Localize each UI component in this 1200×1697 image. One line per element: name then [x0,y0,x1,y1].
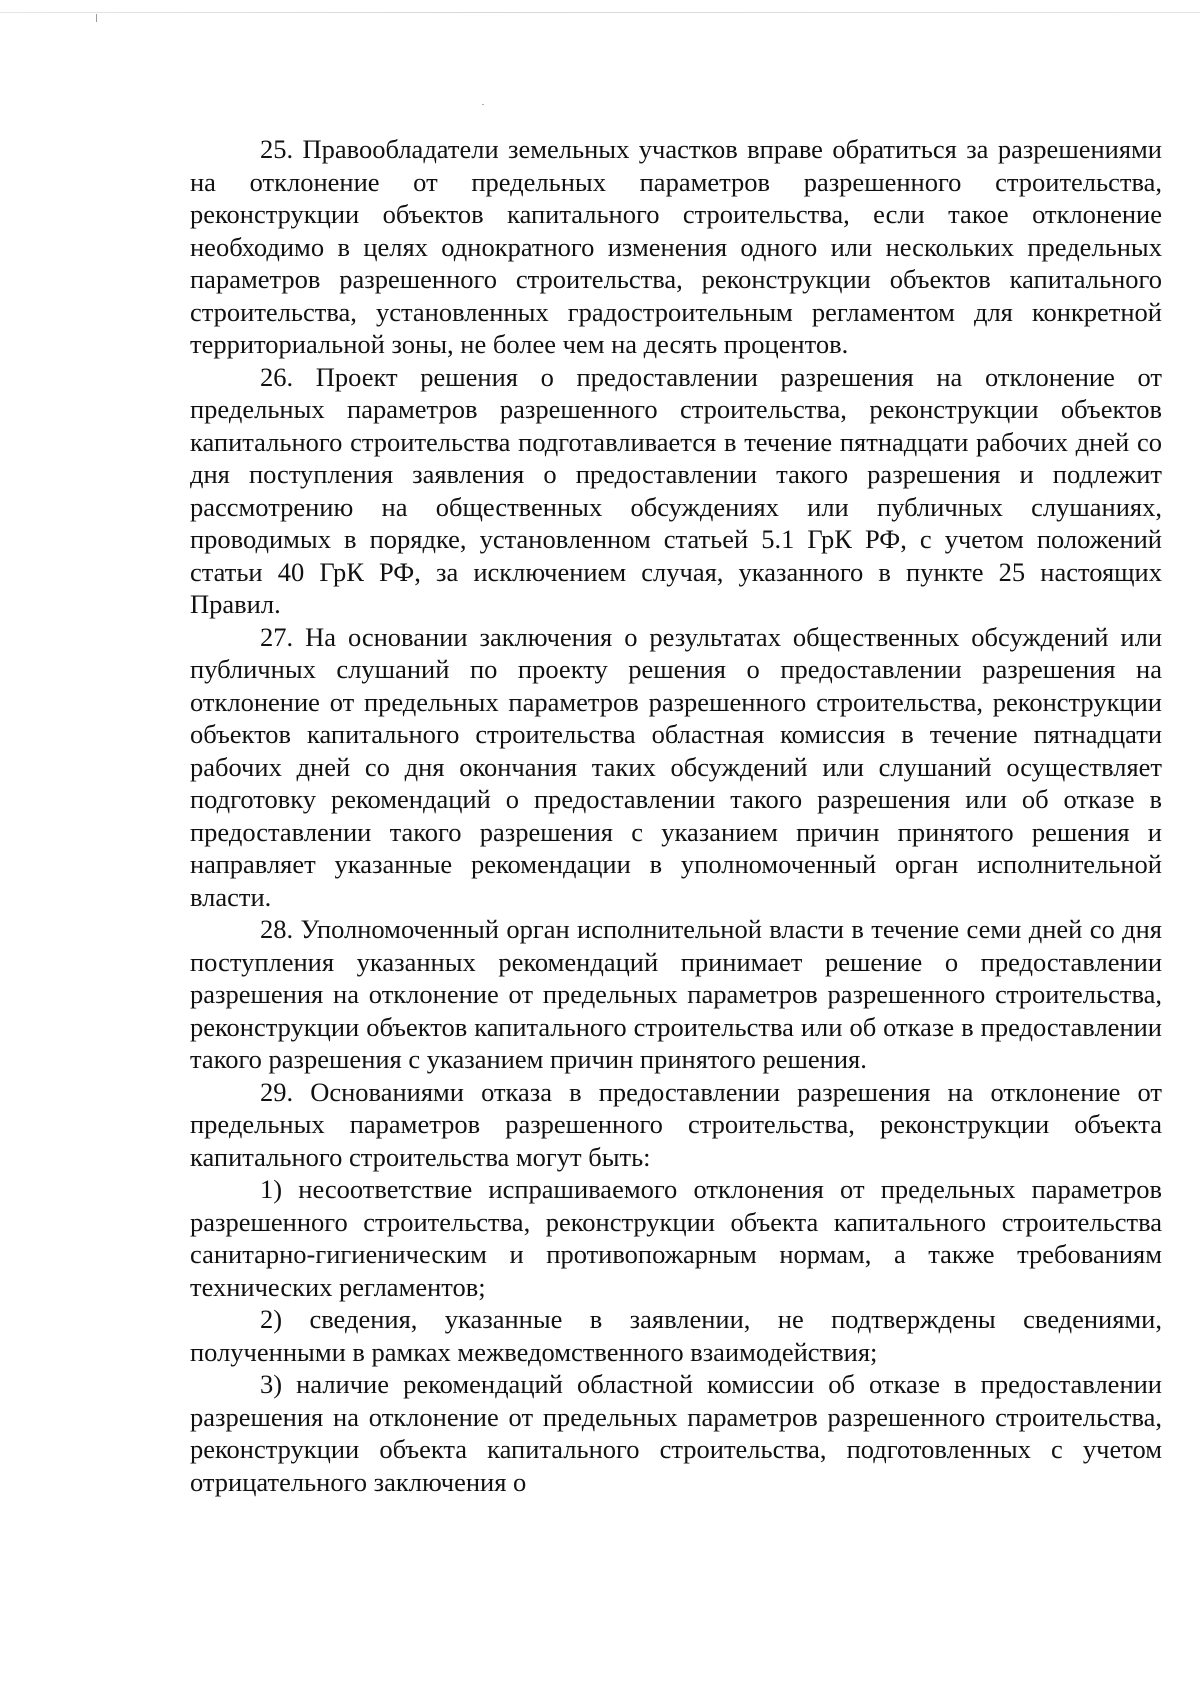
paragraph-29: 29. Основаниями отказа в предоставлении разрешения на отклонение от предельных параметров разрешенного строительства, реконструкции объекта капитального строительства могут быть: [190,1076,1162,1172]
paragraph-26: 26. Проект решения о предоставлении разрешения на отклонение от предельных параметров разрешенного строительства, реконструкции объектов капитального строительства подготавливается в течение пятнадцати рабочих дней со дня поступления заявления о предоставлении такого разрешения и подлежит рассмотрению на общественных обсуждениях или публичных слушаниях, проводимых в порядке, установленном статьей 5.1 ГрК РФ, с учетом положений статьи 40 ГрК РФ, за исключением случая, указанного в пункте 25 настоящих Правил. [190,361,1162,619]
list-item-2: 2) сведения, указанные в заявлении, не подтверждены сведениями, полученными в рамках межведомственного взаимодействия; [190,1304,1162,1367]
paragraph-25: 25. Правообладатели земельных участков вправе обратиться за разрешениями на отклонение от предельных параметров разрешенного строительства, реконструкции объектов капитального строительства, если такое отклонение необходимо в целях однократного изменения одного или нескольких предельных параметров разрешенного строительства, реконструкции объектов капитального строительства, установленных градостроительным регламентом для конкретной территориальной зоны, не более чем на десять процентов. [190,134,1162,359]
scan-speck [482,104,484,105]
list-item-3: 3) наличие рекомендаций областной комиссии об отказе в предоставлении разрешения на отклонение от предельных параметров разрешенного строительства, реконструкции объекта капитального строительства, подготовленных с учетом отрицательного заключения о [190,1369,1162,1497]
scan-top-edge [0,12,1200,13]
scan-speck [96,14,97,22]
paragraph-27: 27. На основании заключения о результатах общественных обсуждений или публичных слушаний по проекту решения о предоставлении разрешения на отклонение от предельных параметров разрешенного строительства, реконструкции объектов капитального строительства областная комиссия в течение пятнадцати рабочих дней со дня окончания таких обсуждений или слушаний осуществляет подготовку рекомендаций о предоставлении такого разрешения или об отказе в предоставлении такого разрешения с указанием причин принятого решения и направляет указанные рекомендации в уполномоченный орган исполнительной власти. [190,621,1162,912]
list-item-1: 1) несоответствие испрашиваемого отклонения от предельных параметров разрешенного строительства, реконструкции объекта капитального строительства санитарно-гигиеническим и противопожарным нормам, а также требованиям технических регламентов; [190,1174,1162,1302]
paragraph-28: 28. Уполномоченный орган исполнительной власти в течение семи дней со дня поступления указанных рекомендаций принимает решение о предоставлении разрешения на отклонение от предельных параметров разрешенного строительства, реконструкции объектов капитального строительства или об отказе в предоставлении такого разрешения с указанием причин принятого решения. [190,914,1162,1074]
document-body [190,133,1162,1498]
